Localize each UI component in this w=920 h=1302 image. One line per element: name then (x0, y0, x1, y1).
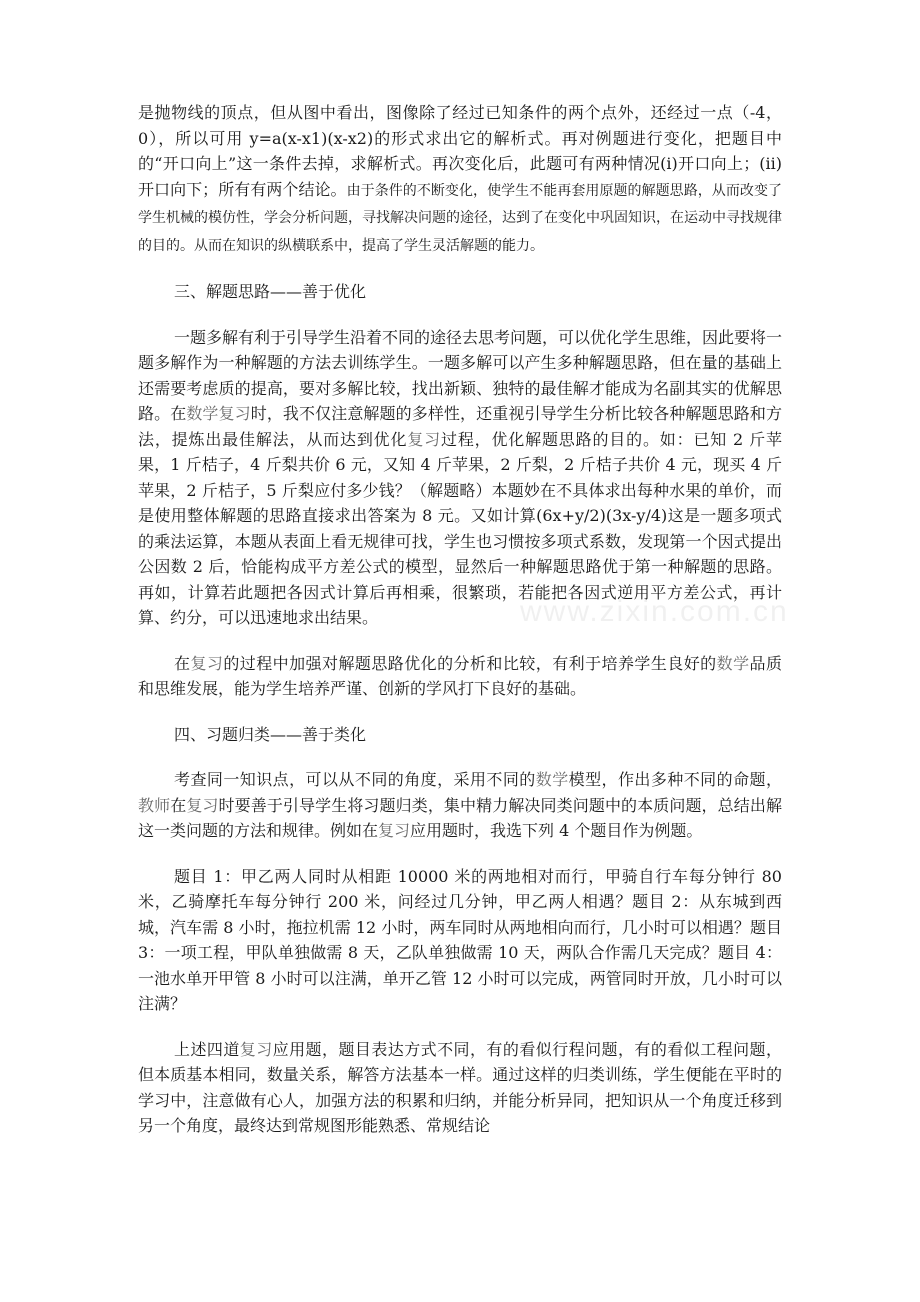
keyword-link[interactable]: 教师 (138, 795, 171, 815)
keyword-link[interactable]: 复习 (239, 1039, 273, 1059)
keyword-link[interactable]: 数学 (716, 653, 750, 673)
paragraph-optimization (138, 651, 782, 702)
paragraph-multi-solution (138, 325, 782, 631)
paragraph-example-problems: 题目 1：甲乙两人同时从相距 10000 米的两地相对而行，甲骑自行车每分钟行 80 米，乙骑摩托车每分钟行 200 米，问经过几分钟，甲乙两人相遇？题目 2：从东城到西城，汽车需 8 小时，拖拉机需 12 小时，两车同时从两地相向而行，几小时可以相遇？题目 3：一项工程，甲队单独做需 8 天，乙队单独做需 10 天，两队合作需几天完成？题目 4：一池水单开甲管 8 小时可以注满，单开乙管 12 小时可以完成，两管同时开放，几小时可以注满？ (138, 866, 782, 1013)
spacer (138, 747, 782, 767)
paragraph-classification (138, 767, 782, 844)
paragraph-parabola (138, 100, 782, 259)
section-heading-3: 三、解题思路——善于优化 (174, 282, 367, 301)
keyword-link[interactable]: 复习 (190, 653, 224, 673)
spacer (138, 844, 782, 864)
spacer (138, 1017, 782, 1037)
paragraph-text: 品质和思维发展，能为学生培养严谨、创新的学风打下良好的基础。 (138, 653, 782, 698)
spacer (138, 702, 782, 722)
paragraph-text: 的过程中加强对解题思路优化的分析和比较，有利于培养学生良好的 (223, 653, 717, 673)
spacer (138, 259, 782, 279)
paragraph-text: 过程，优化解题思路的目的。如：已知 2 斤苹果，1 斤桔子，4 斤梨共价 6 元，又知 4 斤苹果，2 斤梨，2 斤桔子共价 4 元，现买 4 斤苹果，2 斤桔子，5 斤梨应付多少钱？（解题略）本题妙在不具体求出每种水果的单价，而是使用整体解题的思路直接求出答案为 8 元。又如计算(6x+y/2)(3x-y/4)这是一题多项式的乘法运算，本题从表面上看无规律可找，学生也习惯按多项式系数，发现第一个因式提出公因数 2 后，恰能构成平方差公式的模型，显然后一种解题思路优于第一种解题的思路。再如，计算若此题把各因式计算后再相乘，很繁琐，若能把各因式逆用平方差公式，再计算、约分，可以迅速地求出结果。 (138, 429, 782, 627)
paragraph-text: 模型，作出多种不同的命题， (568, 770, 782, 789)
keyword-link[interactable]: 复习 (378, 821, 411, 840)
spacer (138, 305, 782, 325)
paragraph-text: 在 (174, 653, 191, 673)
keyword-link[interactable]: 复习 (407, 429, 441, 449)
paragraph-summary (138, 1037, 782, 1139)
keyword-link[interactable]: 复习 (186, 795, 219, 815)
paragraph-text: 一题多解有利于引导学生沿着不同的途径去思考问题，可以优化学生思维，因此要将一题多解作为一种解题的方法去训练学生。一题多解可以产生多种解题思路，但在量的基础上还需要考虑质的提高，要对多解比较，找出新颖、独特的最佳解才能成为名副其实的优解思路。在 (138, 327, 783, 423)
keyword-link[interactable]: 数学复习 (186, 404, 251, 423)
spacer (138, 631, 782, 651)
paragraph-text: 上述四道 (174, 1039, 240, 1059)
paragraph-text: 考查同一知识点，可以从不同的角度，采用不同的 (174, 770, 536, 789)
section-heading-4: 四、习题归类——善于类化 (174, 724, 367, 744)
paragraph-text: 时，我不仅注意解题的多样性，还重视引导学生分析比较各种解题思路和方法，提炼出最佳解法，从而达到优化 (138, 404, 782, 449)
paragraph-text: 是抛物线的顶点，但从图中看出，图像除了经过已知条件的两个点外，还经过一点（-4，0），所以可用 y=a(x-x1)(x-x2)的形式求出它的解析式。再对例题进行变化，把题目中的“开口向上”这一条件去掉，求解析式。再次变化后，此题可有两种情况(i)开口向上；(ii)开口向下；所有有两个结论。 (138, 103, 782, 199)
paragraph-text: 应用题时，我选下列 4 个题目作为例题。 (410, 821, 703, 840)
watermark: www.zixin.com.cn (520, 595, 789, 628)
paragraph-text-small: 由于条件的不断变化，使学生不能再套用原题的解题思路，从而改变了学生机械的模仿性，学会分析问题，寻找解决问题的途径，达到了在变化中巩固知识，在运动中寻找规律的目的。从而在知识的纵横联系中，提高了学生灵活解题的能力。 (138, 182, 782, 254)
paragraph-text: 时要善于引导学生将习题归类，集中精力解决同类问题中的本质问题，总结出解这一类问题的方法和规律。例如在 (138, 795, 782, 840)
paragraph-text: 在 (170, 795, 187, 815)
keyword-link[interactable]: 数学 (535, 770, 569, 789)
paragraph-text: 应用题，题目表达方式不同，有的看似行程问题，有的看似工程问题，但本质基本相同，数量关系，解答方法基本一样。通过这样的归类训练，学生便能在平时的学习中，注意做有心人，加强方法的积累和归纳，并能分析异同，把知识从一个角度迁移到另一个角度，最终达到常规图形能熟悉、常规结论 (138, 1039, 782, 1135)
